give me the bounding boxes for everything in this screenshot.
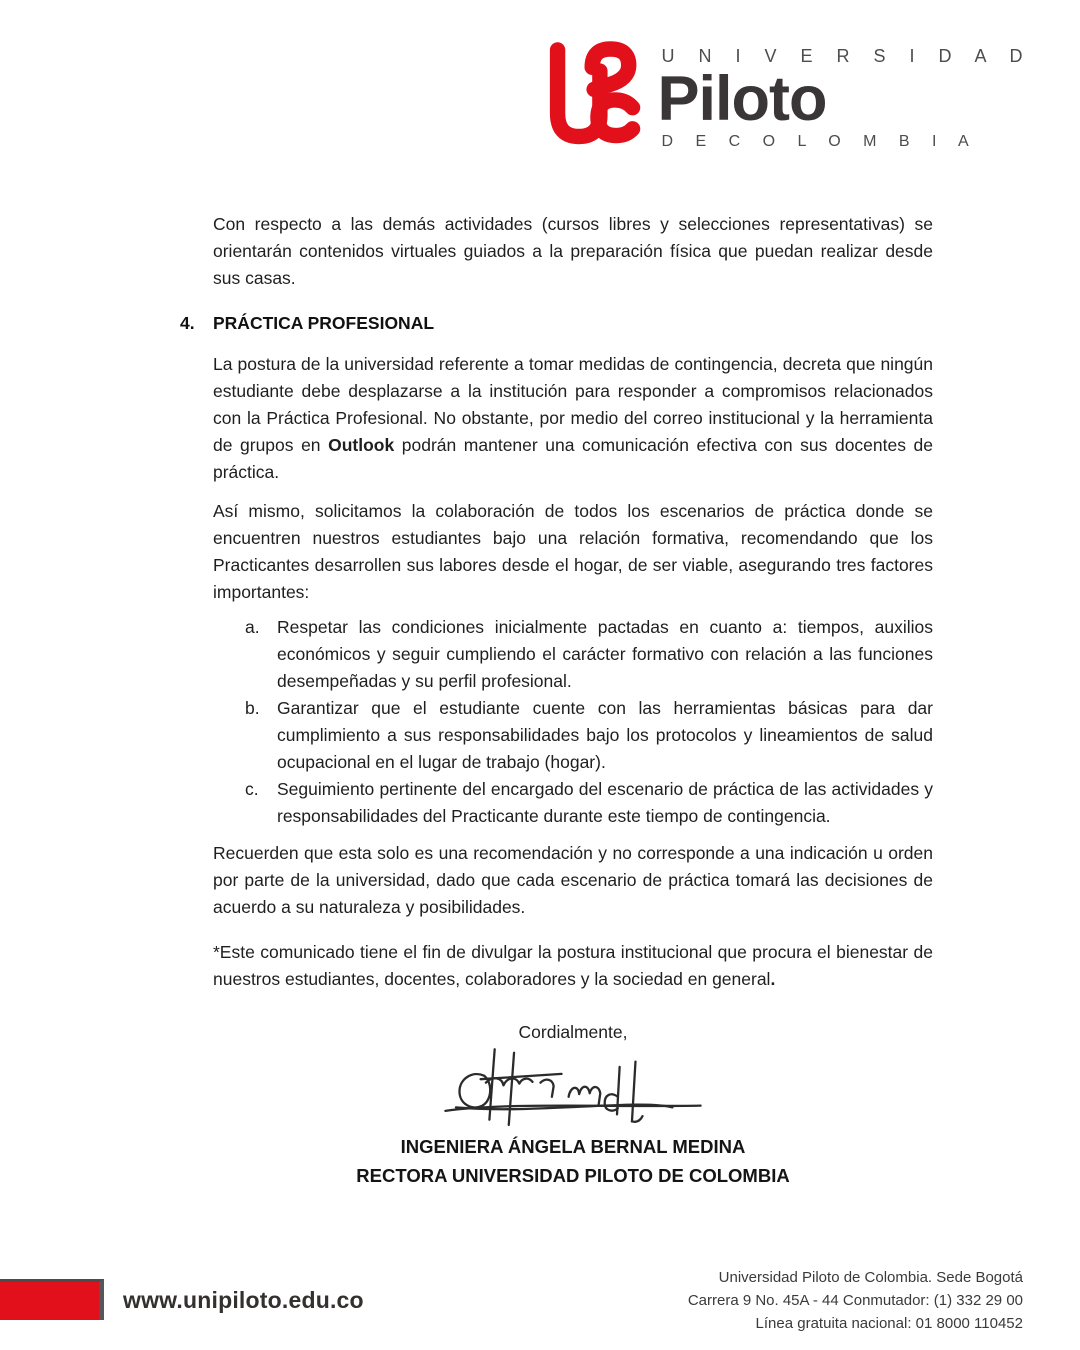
list-item-text: Respetar las condiciones inicialmente pactadas en cuanto a: tiempos, auxilios económicos y seguir cumpliendo el carácter formativo con relación a las funciones desempeñadas y su perfil profesional. (277, 617, 933, 691)
list-marker: b. (245, 698, 260, 718)
footer-red-bar (0, 1279, 104, 1320)
list-item-a (245, 614, 933, 695)
list-marker: c. (245, 779, 259, 799)
text-segment: La postura de la universidad referente a tomar medidas de contingencia, decreta que ningún estudiante debe desplazarse a la institución para responder a compromisos relacionados con la Práctica Profesional. No obstante, por medio del correo institucional y la herramienta de grupos en (213, 354, 933, 455)
outlook-bold-text: Outlook (328, 435, 395, 455)
list-item-c (245, 776, 933, 830)
bold-period: . (770, 969, 776, 989)
website-url: www.unipiloto.edu.co (123, 1287, 364, 1313)
lettered-list (213, 614, 933, 830)
signer-title: RECTORA UNIVERSIDAD PILOTO DE COLOMBIA (356, 1165, 790, 1186)
section-number: 4. (180, 313, 195, 333)
section-title: PRÁCTICA PROFESIONAL (213, 313, 435, 333)
paragraph-postura (213, 351, 933, 486)
address-line: Línea gratuita nacional: 01 8000 110452 (755, 1315, 1023, 1332)
upc-logo-mark-icon (547, 40, 647, 158)
list-item-text: Seguimiento pertinente del encargado del escenario de práctica de las actividades y responsabilidades del Practicante durante este tiempo de contingencia. (277, 779, 933, 826)
logo-word-de-colombia: D E C O L O M B I A (661, 132, 978, 150)
list-marker: a. (245, 617, 260, 637)
logo-word-piloto: Piloto (657, 64, 827, 134)
logo-wordmark (657, 40, 1032, 151)
paragraph-recomendacion: Recuerden que esta solo es una recomendación y no corresponde a una indicación u orden por parte de la universidad, dado que cada escenario de práctica tomará las decisiones de acuerdo a su naturaleza y posibilidades. (213, 843, 933, 917)
closing-line: Cordialmente, (518, 1022, 628, 1042)
list-item-b (245, 695, 933, 776)
section-heading (180, 310, 933, 337)
text-segment: podrán mantener una comunicación efectiva con sus docentes de práctica. (213, 435, 933, 482)
address-line: Carrera 9 No. 45A - 44 Conmutador: (1) 332 29 00 (687, 1292, 1023, 1309)
signer-name: INGENIERA ÁNGELA BERNAL MEDINA (400, 1136, 746, 1157)
paragraph-colaboracion: Así mismo, solicitamos la colaboración de todos los escenarios de práctica donde se encuentren nuestros estudiantes bajo una relación formativa, recomendando que los Practicantes desarrollen sus labores desde el hogar, de ser viable, asegurando tres factores importantes: (213, 501, 933, 602)
paragraph-intro: Con respecto a las demás actividades (cursos libres y selecciones representativas) se orientarán contenidos virtuales guiados a la preparación física que puedan realizar desde sus casas. (213, 214, 933, 288)
letter-body (180, 211, 933, 1190)
signature-block (213, 1019, 933, 1190)
logo-word-universidad: U N I V E R S I D A D (661, 46, 1032, 66)
text-segment: *Este comunicado tiene el fin de divulgar la postura institucional que procura el bienestar de nuestros estudiantes, docentes, colaboradores y la sociedad en general (213, 942, 933, 989)
university-logo (547, 40, 1032, 158)
paragraph-comunicado (213, 939, 933, 993)
handwritten-signature (420, 1044, 726, 1132)
list-item-text: Garantizar que el estudiante cuente con las herramientas básicas para dar cumplimiento a sus responsabilidades bajo los protocolos y lineamientos de salud ocupacional en el lugar de trabajo (hogar). (277, 698, 933, 772)
footer-address (688, 1266, 1023, 1335)
address-line: Universidad Piloto de Colombia. Sede Bogotá (718, 1269, 1023, 1286)
